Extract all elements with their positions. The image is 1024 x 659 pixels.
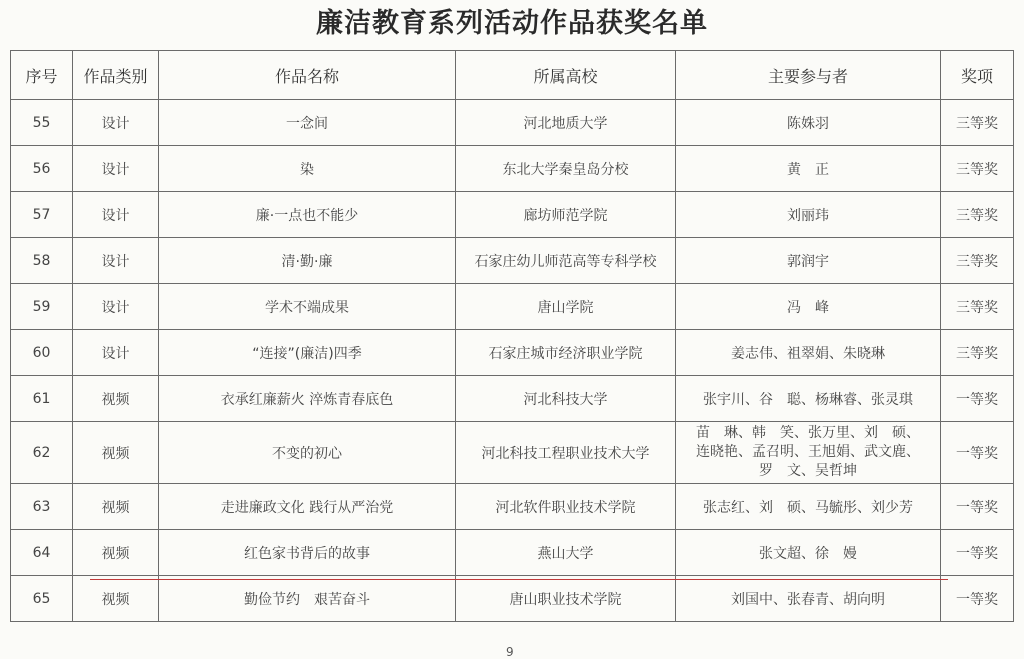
header-university: 所属高校 <box>456 51 676 100</box>
cell-index: 60 <box>11 330 73 376</box>
cell-index: 63 <box>11 484 73 530</box>
cell-participants: 苗 琳、韩 笑、张万里、刘 硕、 连晓艳、孟召明、王旭娟、武文鹿、 罗 文、吴哲坤 <box>676 422 941 484</box>
cell-university: 河北地质大学 <box>456 100 676 146</box>
cell-category: 设计 <box>73 192 159 238</box>
table-row <box>11 192 1014 238</box>
award-table <box>10 50 1014 622</box>
header-category: 作品类别 <box>73 51 159 100</box>
cell-index: 64 <box>11 530 73 576</box>
cell-category: 视频 <box>73 530 159 576</box>
cell-participants: 冯 峰 <box>676 284 941 330</box>
cell-university: 河北软件职业技术学院 <box>456 484 676 530</box>
header-work-name: 作品名称 <box>159 51 456 100</box>
cell-work-name: 勤俭节约 艰苦奋斗 <box>159 576 456 622</box>
cell-award: 三等奖 <box>941 192 1014 238</box>
cell-participants: 刘丽玮 <box>676 192 941 238</box>
cell-category: 视频 <box>73 376 159 422</box>
cell-index: 59 <box>11 284 73 330</box>
table-row <box>11 100 1014 146</box>
table-row <box>11 484 1014 530</box>
red-underline-mark <box>90 579 948 580</box>
cell-index: 65 <box>11 576 73 622</box>
cell-participants: 张宇川、谷 聪、杨琳睿、张灵琪 <box>676 376 941 422</box>
header-participants: 主要参与者 <box>676 51 941 100</box>
cell-work-name: 学术不端成果 <box>159 284 456 330</box>
cell-award: 一等奖 <box>941 376 1014 422</box>
cell-university: 廊坊师范学院 <box>456 192 676 238</box>
cell-work-name: 廉·一点也不能少 <box>159 192 456 238</box>
cell-index: 62 <box>11 422 73 484</box>
cell-participants: 张文超、徐 嫚 <box>676 530 941 576</box>
cell-work-name: 清·勤·廉 <box>159 238 456 284</box>
cell-work-name: 不变的初心 <box>159 422 456 484</box>
cell-index: 58 <box>11 238 73 284</box>
header-award: 奖项 <box>941 51 1014 100</box>
cell-participants: 陈姝羽 <box>676 100 941 146</box>
cell-award: 三等奖 <box>941 100 1014 146</box>
cell-participants: 刘国中、张春青、胡向明 <box>676 576 941 622</box>
cell-work-name: 衣承红廉薪火 淬炼青春底色 <box>159 376 456 422</box>
cell-work-name: 走进廉政文化 践行从严治党 <box>159 484 456 530</box>
cell-category: 设计 <box>73 238 159 284</box>
cell-work-name: 红色家书背后的故事 <box>159 530 456 576</box>
cell-category: 设计 <box>73 146 159 192</box>
cell-work-name: 一念间 <box>159 100 456 146</box>
cell-index: 56 <box>11 146 73 192</box>
cell-category: 设计 <box>73 284 159 330</box>
cell-university: 燕山大学 <box>456 530 676 576</box>
cell-work-name: “连接”(廉洁)四季 <box>159 330 456 376</box>
table-body <box>11 100 1014 622</box>
cell-category: 设计 <box>73 330 159 376</box>
cell-university: 东北大学秦皇岛分校 <box>456 146 676 192</box>
cell-university: 唐山学院 <box>456 284 676 330</box>
cell-category: 视频 <box>73 422 159 484</box>
cell-university: 河北科技工程职业技术大学 <box>456 422 676 484</box>
page-number: 9 <box>506 645 514 659</box>
cell-award: 三等奖 <box>941 238 1014 284</box>
cell-index: 57 <box>11 192 73 238</box>
cell-index: 55 <box>11 100 73 146</box>
cell-award: 三等奖 <box>941 146 1014 192</box>
cell-participants: 黄 正 <box>676 146 941 192</box>
table-row <box>11 330 1014 376</box>
cell-participants: 郭润宇 <box>676 238 941 284</box>
cell-category: 设计 <box>73 100 159 146</box>
cell-award: 一等奖 <box>941 530 1014 576</box>
cell-participants: 张志红、刘 硕、马毓彤、刘少芳 <box>676 484 941 530</box>
cell-participants: 姜志伟、祖翠娟、朱晓琳 <box>676 330 941 376</box>
cell-award: 一等奖 <box>941 484 1014 530</box>
cell-university: 河北科技大学 <box>456 376 676 422</box>
header-index: 序号 <box>11 51 73 100</box>
table-row <box>11 530 1014 576</box>
table-header-row <box>11 51 1014 100</box>
cell-award: 三等奖 <box>941 284 1014 330</box>
cell-category: 视频 <box>73 484 159 530</box>
table-row <box>11 376 1014 422</box>
cell-university: 石家庄幼儿师范高等专科学校 <box>456 238 676 284</box>
cell-category: 视频 <box>73 576 159 622</box>
table-row <box>11 146 1014 192</box>
document-title: 廉洁教育系列活动作品获奖名单 <box>316 8 708 39</box>
table-row <box>11 422 1014 484</box>
cell-work-name: 染 <box>159 146 456 192</box>
cell-award: 一等奖 <box>941 422 1014 484</box>
table-row <box>11 238 1014 284</box>
cell-index: 61 <box>11 376 73 422</box>
cell-award: 三等奖 <box>941 330 1014 376</box>
table-row <box>11 284 1014 330</box>
cell-university: 唐山职业技术学院 <box>456 576 676 622</box>
cell-award: 一等奖 <box>941 576 1014 622</box>
table-row <box>11 576 1014 622</box>
cell-university: 石家庄城市经济职业学院 <box>456 330 676 376</box>
